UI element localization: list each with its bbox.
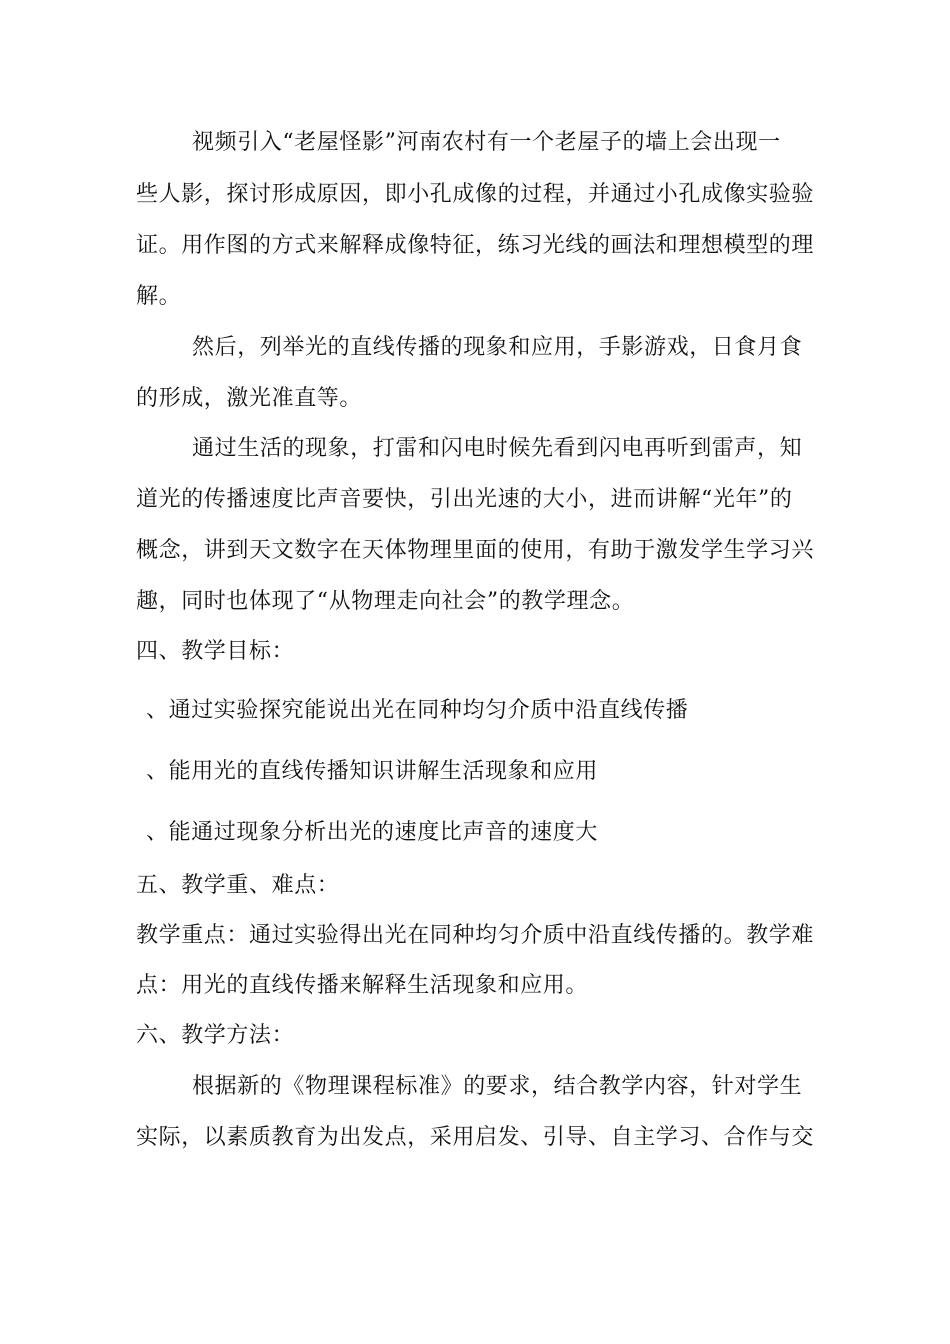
- paragraph-line: 然后，列举光的直线传播的现象和应用，手影游戏，日食月食: [192, 335, 803, 360]
- paragraph-line: 的形成，激光准直等。: [136, 386, 363, 411]
- paragraph-line: 证。用作图的方式来解释成像特征，练习光线的画法和理想模型的理: [136, 233, 815, 258]
- list-item: 、能通过现象分析出光的速度比声音的速度大: [146, 820, 599, 845]
- paragraph-line: 通过生活的现象，打雷和闪电时候先看到闪电再听到雷声，知: [192, 436, 803, 461]
- list-item: 、能用光的直线传播知识讲解生活现象和应用: [146, 759, 599, 784]
- paragraph-line: 道光的传播速度比声音要快，引出光速的大小，进而讲解“光年”的: [136, 487, 793, 512]
- paragraph-line: 些人影，探讨形成原因，即小孔成像的过程，并通过小孔成像实验验: [136, 182, 815, 207]
- paragraph-line: 解。: [136, 284, 182, 309]
- section-heading-methods: 六、教学方法：: [136, 1023, 295, 1048]
- list-item: 、通过实验探究能说出光在同种均匀介质中沿直线传播: [146, 698, 689, 723]
- section-heading-objectives: 四、教学目标：: [136, 639, 295, 664]
- paragraph-line: 教学重点：通过实验得出光在同种均匀介质中沿直线传播的。教学难: [136, 923, 815, 948]
- paragraph-line: 实际，以素质教育为出发点，采用启发、引导、自主学习、合作与交: [136, 1125, 815, 1150]
- section-heading-key-points: 五、教学重、难点：: [136, 873, 340, 898]
- paragraph-line: 概念，讲到天文数字在天体物理里面的使用，有助于激发学生学习兴: [136, 538, 815, 563]
- paragraph-line: 根据新的《物理课程标准》的要求，结合教学内容，针对学生: [192, 1074, 803, 1099]
- paragraph-line: 点：用光的直线传播来解释生活现象和应用。: [136, 973, 589, 998]
- paragraph-line: 趣，同时也体现了“从物理走向社会”的教学理念。: [136, 589, 635, 614]
- paragraph-line: 视频引入“老屋怪影”河南农村有一个老屋子的墙上会出现一: [192, 130, 781, 155]
